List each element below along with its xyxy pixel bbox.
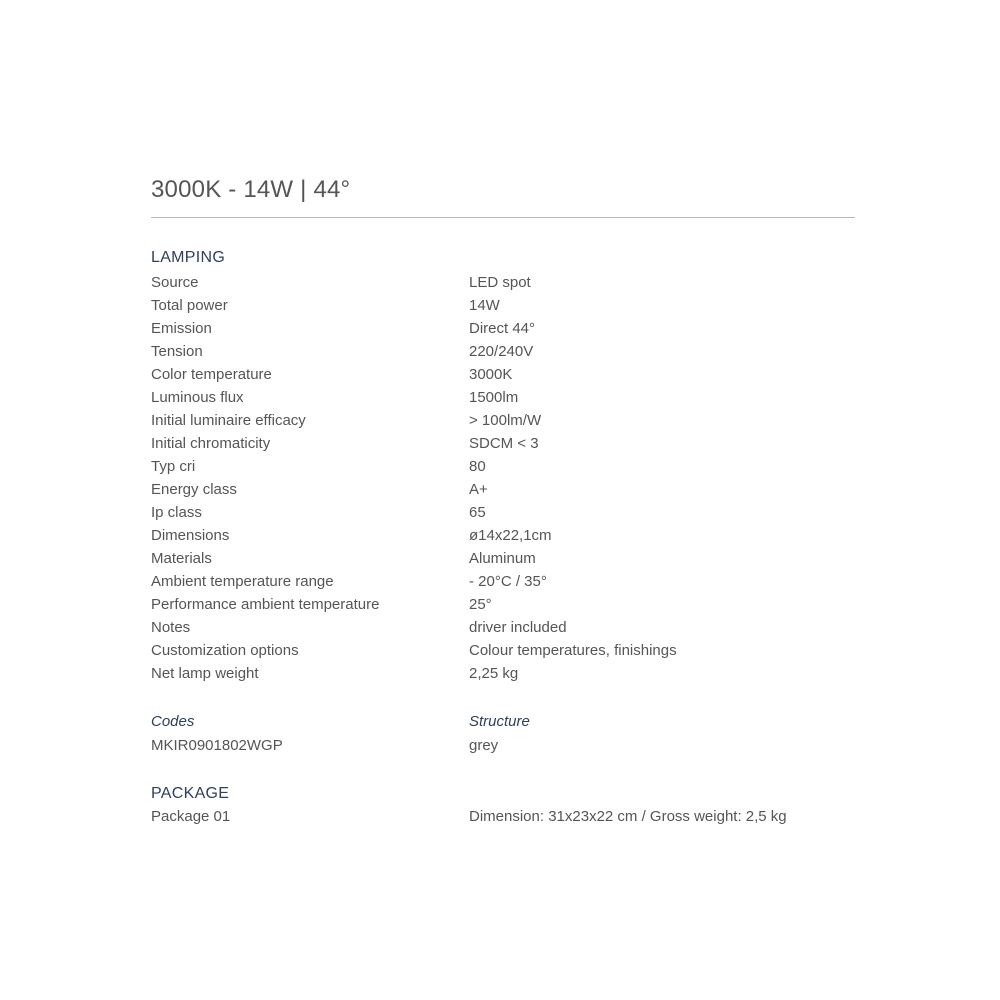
codes-heading: Codes xyxy=(151,713,195,730)
spec-row-tension xyxy=(151,342,855,365)
spec-value: 3000K xyxy=(469,366,513,383)
spec-label: Typ cri xyxy=(151,458,196,475)
spec-value: Direct 44° xyxy=(469,320,536,337)
spec-value: Aluminum xyxy=(469,550,536,567)
spec-value: - 20°C / 35° xyxy=(469,573,547,590)
lamping-heading: LAMPING xyxy=(151,249,226,266)
spec-label: Total power xyxy=(151,297,228,314)
spec-label: Ip class xyxy=(151,504,202,521)
spec-row-color-temperature xyxy=(151,365,855,388)
spec-value: LED spot xyxy=(469,274,531,291)
spec-value: 65 xyxy=(469,504,486,521)
spec-row-ip-class xyxy=(151,503,855,526)
spec-label: Net lamp weight xyxy=(151,665,259,682)
spec-label: Energy class xyxy=(151,481,237,498)
spec-row-emission xyxy=(151,319,855,342)
spec-row-net-lamp-weight xyxy=(151,664,855,687)
spec-label: Materials xyxy=(151,550,212,567)
spec-row-performance-ambient-temperature xyxy=(151,595,855,618)
spec-label: Luminous flux xyxy=(151,389,244,406)
spec-row-dimensions xyxy=(151,526,855,549)
spec-value: 1500lm xyxy=(469,389,519,406)
spec-row-typ-cri xyxy=(151,457,855,480)
spec-row-total-power xyxy=(151,296,855,319)
spec-value: 14W xyxy=(469,297,500,314)
spec-label: Initial luminaire efficacy xyxy=(151,412,306,429)
spec-row-notes xyxy=(151,618,855,641)
spec-row-energy-class xyxy=(151,480,855,503)
spec-label: Dimensions xyxy=(151,527,230,544)
spec-label: Notes xyxy=(151,619,191,636)
spec-label: Tension xyxy=(151,343,203,360)
spec-value: > 100lm/W xyxy=(469,412,542,429)
spec-row-luminous-flux xyxy=(151,388,855,411)
spec-row-ambient-temperature-range xyxy=(151,572,855,595)
spec-row-luminaire-efficacy xyxy=(151,411,855,434)
package-label: Package 01 xyxy=(151,808,231,825)
spec-label: Ambient temperature range xyxy=(151,573,334,590)
package-heading: PACKAGE xyxy=(151,785,230,802)
spec-row-source xyxy=(151,273,855,296)
spec-label: Source xyxy=(151,274,199,291)
spec-value: Colour temperatures, finishings xyxy=(469,642,677,659)
spec-label: Performance ambient temperature xyxy=(151,596,380,613)
spec-row-customization-options xyxy=(151,641,855,664)
spec-value: 2,25 kg xyxy=(469,665,519,682)
title-divider xyxy=(151,217,855,218)
spec-value: A+ xyxy=(469,481,488,498)
structure-heading: Structure xyxy=(469,713,530,730)
spec-label: Color temperature xyxy=(151,366,272,383)
spec-sheet xyxy=(151,0,855,1000)
page-title: 3000K - 14W | 44° xyxy=(151,176,351,203)
spec-value: 220/240V xyxy=(469,343,534,360)
structure-color: grey xyxy=(469,737,499,754)
spec-row-materials xyxy=(151,549,855,572)
spec-value: driver included xyxy=(469,619,567,636)
spec-row-chromaticity xyxy=(151,434,855,457)
product-code: MKIR0901802WGP xyxy=(151,737,283,754)
spec-value: ø14x22,1cm xyxy=(469,527,552,544)
spec-label: Emission xyxy=(151,320,212,337)
spec-value: SDCM < 3 xyxy=(469,435,539,452)
spec-value: 80 xyxy=(469,458,486,475)
spec-value: 25° xyxy=(469,596,492,613)
spec-label: Customization options xyxy=(151,642,299,659)
lamping-spec-table xyxy=(151,273,855,687)
spec-label: Initial chromaticity xyxy=(151,435,271,452)
package-details: Dimension: 31x23x22 cm / Gross weight: 2,5 kg xyxy=(469,808,787,825)
